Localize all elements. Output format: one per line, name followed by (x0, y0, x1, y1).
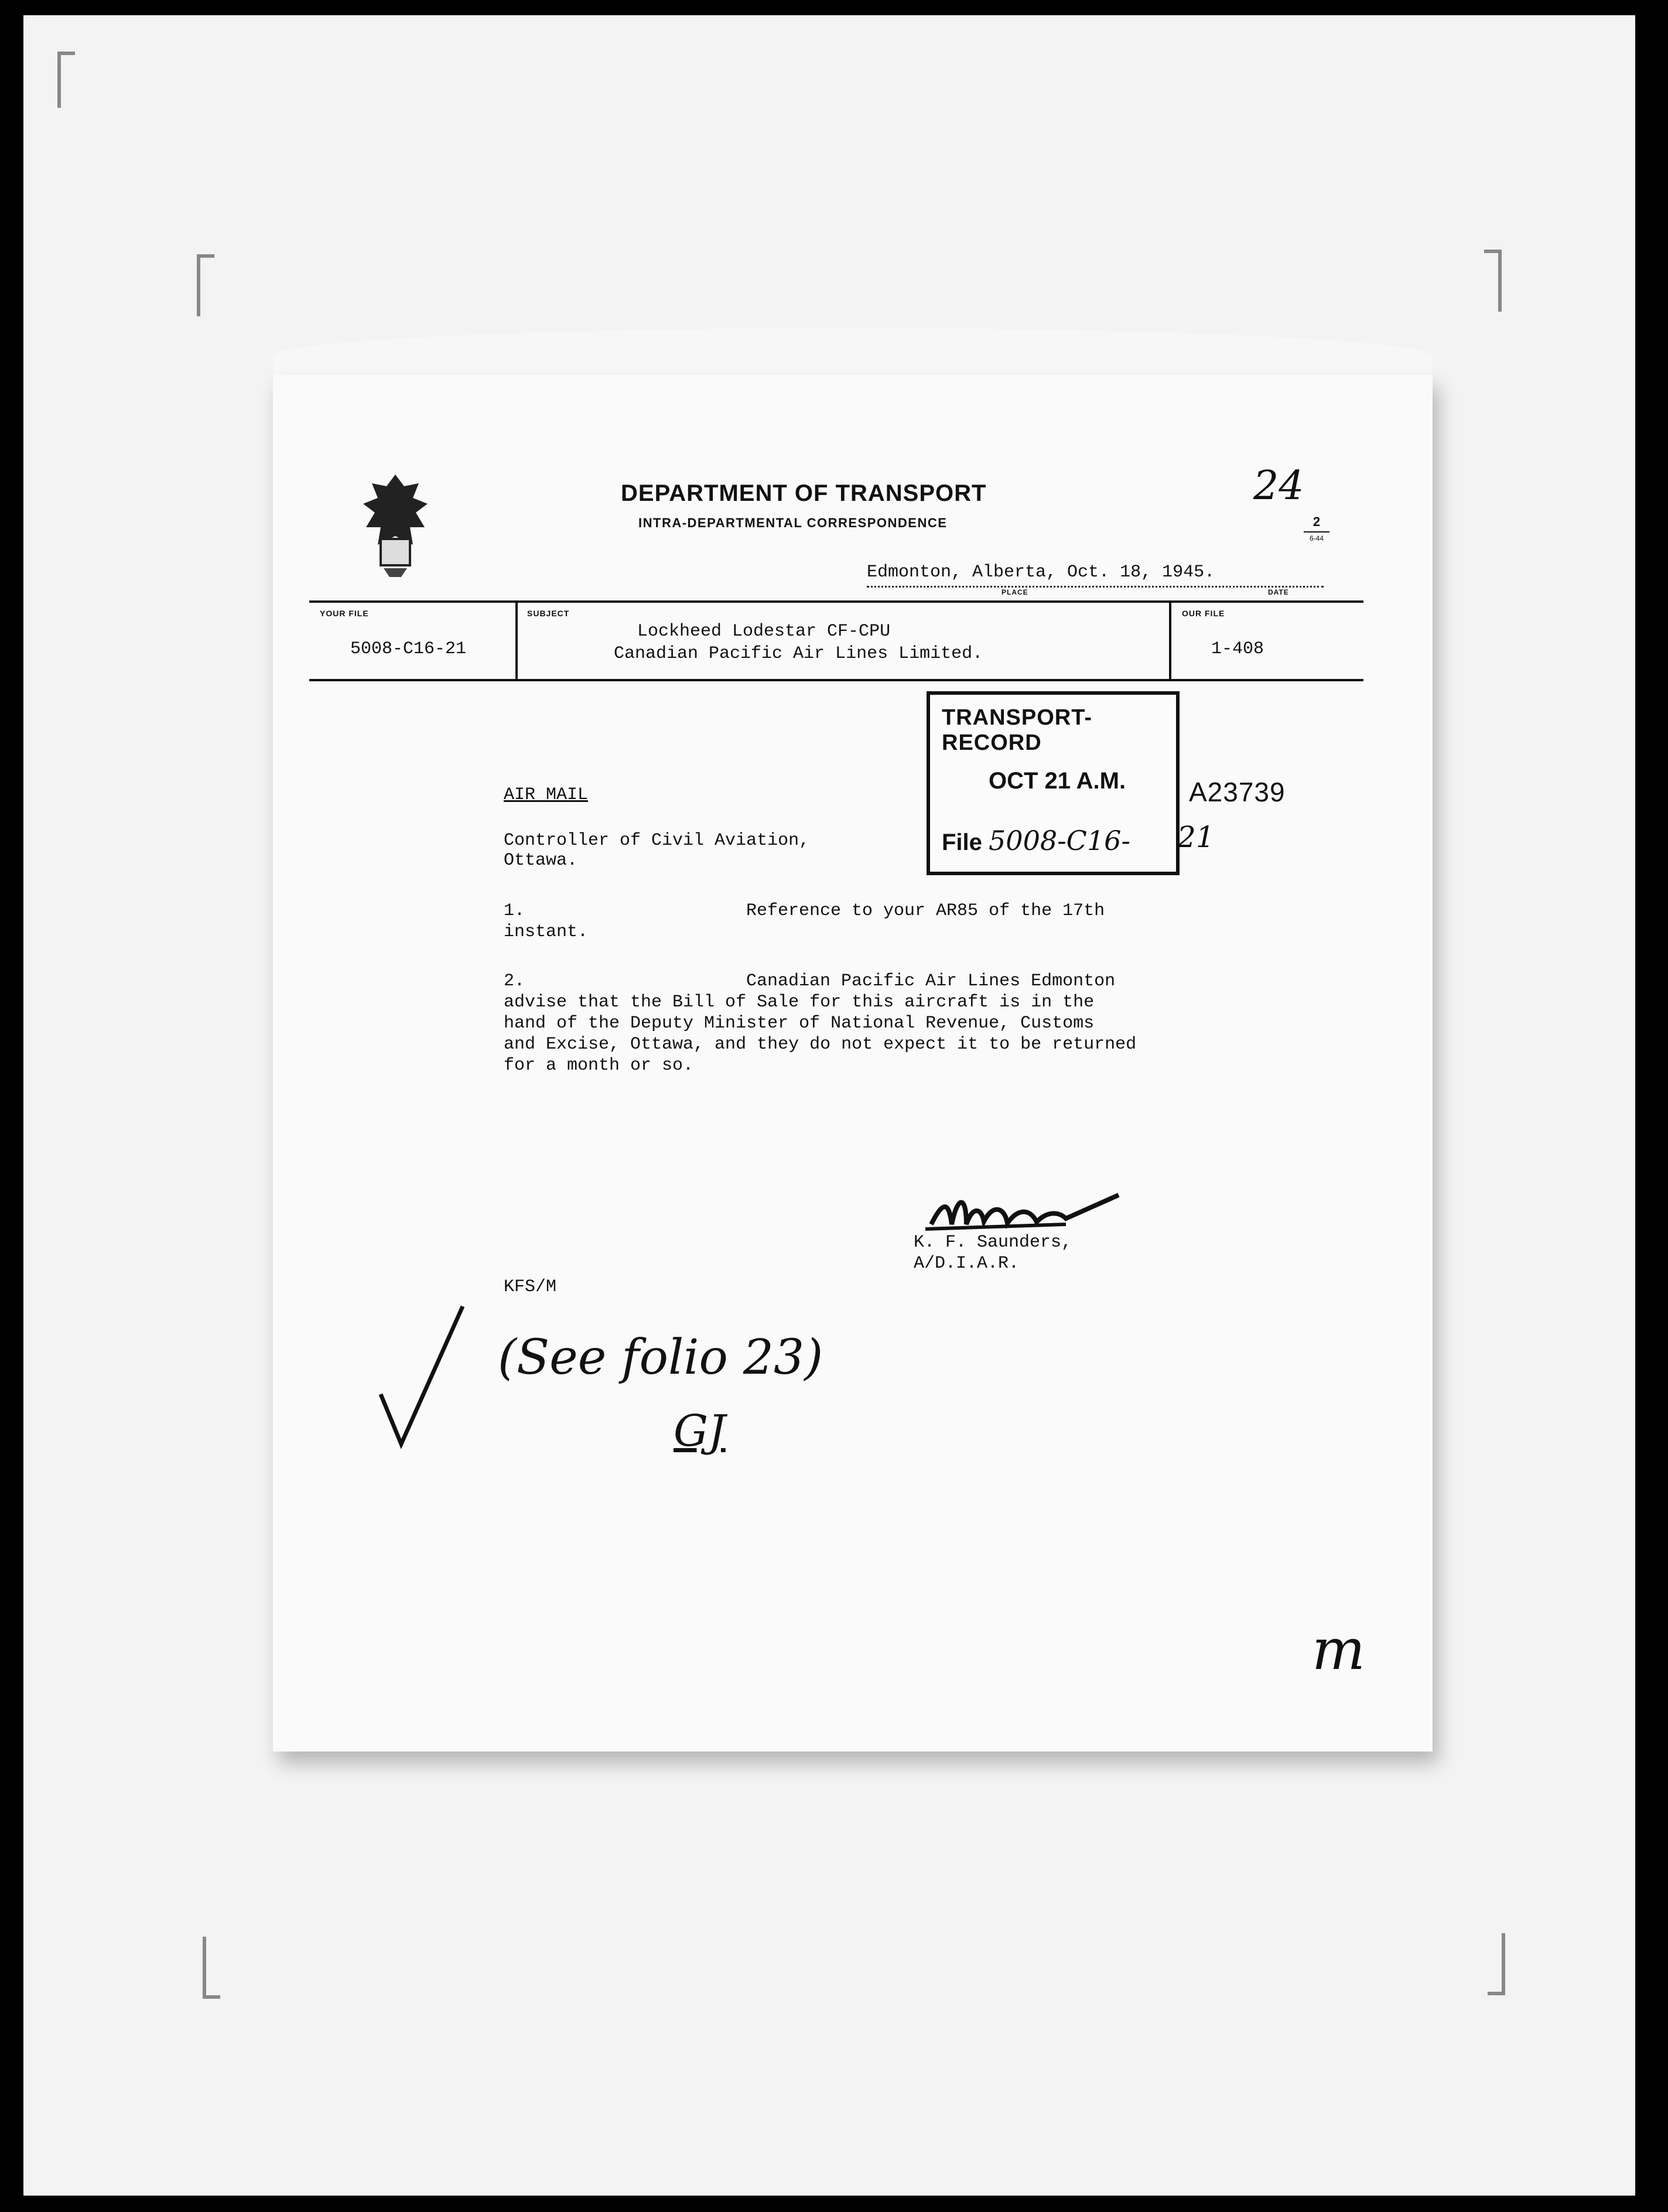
reference-initials: KFS/M (504, 1277, 557, 1297)
folio-number: 24 (1253, 463, 1304, 509)
subject-line-1: Lockheed Lodestar CF-CPU (637, 622, 891, 641)
our-file-value: 1-408 (1211, 639, 1264, 659)
stamp-file-tail: 21 (1177, 820, 1215, 854)
form-date: 6-44 (1309, 534, 1324, 542)
our-file-label: OUR FILE (1182, 609, 1225, 618)
file-reference-box (309, 600, 1363, 681)
para2-line-2: advise that the Bill of Sale for this aircraft is in the (504, 992, 1095, 1012)
stamp-title: TRANSPORT-RECORD (942, 705, 1092, 755)
signer-title: A/D.I.A.R. (914, 1254, 1020, 1274)
form-number-block (1304, 514, 1329, 542)
your-file-value: 5008-C16-21 (350, 639, 467, 659)
form-number-divider (1304, 531, 1329, 532)
date-label: DATE (1268, 588, 1289, 596)
form-number: 2 (1312, 514, 1321, 529)
transport-record-stamp (927, 691, 1180, 875)
handwritten-corner-mark: m (1312, 1617, 1366, 1682)
para2-line-4: and Excise, Ottawa, and they do not expect it to be returned (504, 1035, 1137, 1054)
para1-line-2: instant. (504, 922, 589, 942)
place-label: PLACE (1002, 588, 1028, 596)
coat-of-arms-icon (354, 469, 436, 580)
air-mail-label: AIR MAIL (504, 785, 589, 805)
para1-number: 1. (504, 901, 525, 921)
stamp-file-line (942, 825, 1130, 856)
place-date-line (867, 562, 1215, 582)
correspondence-subtitle: INTRA-DEPARTMENTAL CORRESPONDENCE (638, 516, 948, 530)
subject-line-2: Canadian Pacific Air Lines Limited. (614, 644, 983, 664)
checkmark-icon (375, 1300, 469, 1453)
crop-mark-upper-left (197, 254, 214, 316)
department-title: DEPARTMENT OF TRANSPORT (621, 480, 987, 506)
para2-line-5: for a month or so. (504, 1056, 694, 1076)
handwritten-folio-note: (See folio 23) (498, 1330, 823, 1385)
para2-line-1: Canadian Pacific Air Lines Edmonton (746, 971, 1116, 991)
place-date-text: Edmonton, Alberta, Oct. 18, 1945. (867, 562, 1215, 582)
para2-number: 2. (504, 971, 525, 991)
handwritten-initials: GJ (674, 1406, 726, 1456)
stamp-date: OCT 21 A.M. (989, 768, 1126, 794)
addressee-line-1: Controller of Civil Aviation, (504, 831, 810, 851)
addressee-line-2: Ottawa. (504, 851, 578, 871)
crop-mark-upper-right (1484, 250, 1502, 312)
record-number: A23739 (1189, 777, 1286, 807)
crop-mark-lower-left (203, 1937, 220, 1999)
letter-paper (273, 375, 1433, 1752)
file-box-divider (1169, 603, 1171, 679)
crop-mark-top-left (57, 52, 75, 108)
file-box-divider (515, 603, 518, 679)
signer-name: K. F. Saunders, (914, 1233, 1072, 1252)
your-file-label: YOUR FILE (320, 609, 369, 618)
stamp-file-handwritten: 5008-C16- (989, 825, 1130, 856)
place-date-underline (867, 586, 1324, 588)
stamp-file-label: File (942, 830, 982, 855)
subject-label: SUBJECT (527, 609, 570, 618)
para2-line-3: hand of the Deputy Minister of National Revenue, Customs (504, 1013, 1095, 1033)
crop-mark-lower-right (1488, 1933, 1505, 1995)
para1-line-1: Reference to your AR85 of the 17th (746, 901, 1105, 921)
